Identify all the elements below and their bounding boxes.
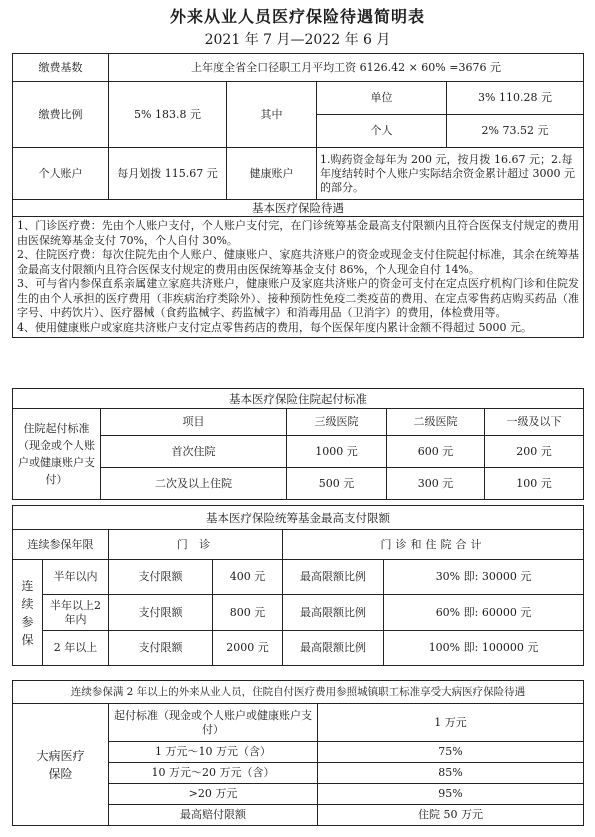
document-title: 外来从业人员医疗保险待遇简明表	[169, 7, 425, 26]
deductible-cell: 200 元	[485, 436, 584, 468]
unit-value: 3% 110.28 元	[447, 82, 584, 115]
critical-row-label: 1 万元～10 万元（含）	[109, 742, 318, 763]
limit-ratio-label: 最高限额比例	[283, 595, 384, 631]
benefit-item: 1、门诊医疗费：先由个人账户支付，个人账户支付完，在门诊统筹基金最高支付限额内且符合医保支付规定的费用由医保统筹基金支付 70%，个人自付 30%。	[17, 219, 580, 247]
limit-ratio-value: 100% 即: 100000 元	[384, 631, 584, 666]
limit-pay-label: 支付限额	[109, 631, 213, 666]
health-account-text: 1.购药资金每年为 200 元，按月拨 16.67 元；2.每年度结转时个人账户实际结余资金累计超过 3000 元的部分。	[317, 148, 584, 200]
deductible-cell: 500 元	[287, 468, 387, 500]
limits-heading: 基本医疗保险统筹基金最高支付限额	[13, 506, 584, 530]
critical-row-value: 85%	[318, 763, 584, 784]
benefit-item: 4、使用健康账户或家庭共济账户支付定点零售药店的费用，每个医保年度内累计金额不得超过 5000 元。	[17, 320, 532, 334]
base-label: 缴费基数	[13, 54, 109, 82]
critical-table	[12, 680, 584, 826]
account-label: 个人账户	[13, 148, 109, 200]
benefit-item: 2、住院医疗费：每次住院先由个人账户、健康账户、家庭共济账户的资金或现金支付住院起付标准，其余在统筹基金最高支付限额内且符合医保支付规定的费用由医保统筹基金支付 86%，个人现金自付 14%。	[17, 248, 580, 276]
limit-period: 半年以内	[43, 560, 109, 595]
years-label: 连续参保年限	[13, 530, 109, 560]
benefits-heading: 基本医疗保险待遇	[13, 200, 584, 217]
deductible-col-header: 一级及以下	[485, 409, 584, 436]
deductible-cell: 300 元	[387, 468, 485, 500]
deductible-cell: 首次住院	[101, 436, 287, 468]
critical-row-label: >20 万元	[109, 784, 318, 805]
deductible-col-header: 项目	[101, 409, 287, 436]
critical-row-value: 75%	[318, 742, 584, 763]
account-value: 每月划拨 115.67 元	[109, 148, 227, 200]
health-account-label: 健康账户	[227, 148, 317, 200]
benefits-text	[13, 217, 584, 338]
deductible-col-header: 二级医院	[387, 409, 485, 436]
limit-pay-value: 2000 元	[213, 631, 283, 666]
deductible-row-label: 住院起付标准（现金或个人账户或健康账户支付）	[13, 409, 101, 500]
deductible-cell: 600 元	[387, 436, 485, 468]
deductible-cell: 二次及以上住院	[101, 468, 287, 500]
deductible-col-header: 三级医院	[287, 409, 387, 436]
including-label: 其中	[227, 82, 317, 148]
deductible-table	[12, 388, 584, 500]
critical-row-value: 95%	[318, 784, 584, 805]
personal-value: 2% 73.52 元	[447, 115, 584, 148]
critical-row-label: 10 万元～20 万元（含）	[109, 763, 318, 784]
limit-period: 半年以上2年内	[43, 595, 109, 631]
limit-pay-value: 400 元	[213, 560, 283, 595]
critical-note: 连续参保满 2 年以上的外来从业人员，住院自付医疗费用参照城镇职工标准享受大病医疗保险待遇	[13, 681, 584, 704]
critical-row-value: 1 万元	[318, 704, 584, 742]
limits-side-label: 连续参保	[13, 560, 43, 666]
unit-label: 单位	[317, 82, 447, 115]
outpatient-label: 门 诊	[109, 530, 283, 560]
rate-label: 缴费比例	[13, 82, 109, 148]
document-period: 2021 年 7 月—2022 年 6 月	[204, 32, 391, 48]
limit-ratio-label: 最高限额比例	[283, 631, 384, 666]
limits-table	[12, 505, 584, 666]
limit-period: 2 年以上	[43, 631, 109, 666]
limit-pay-label: 支付限额	[109, 595, 213, 631]
contribution-table	[12, 53, 584, 338]
limit-ratio-value: 30% 即: 30000 元	[384, 560, 584, 595]
critical-side-label: 大病医疗保险	[13, 704, 109, 826]
combined-label: 门诊和住院合计	[283, 530, 584, 560]
limit-pay-value: 800 元	[213, 595, 283, 631]
deductible-cell: 100 元	[485, 468, 584, 500]
deductible-heading: 基本医疗保险住院起付标准	[13, 389, 584, 409]
benefit-item: 3、可与省内参保直系亲属建立家庭共济账户，健康账户及家庭共济账户的资金可支付在定点医疗机构门诊和住院发生的由个人承担的医疗费用（非疾病治疗类除外）、接种预防性免疫二类疫苗的费用、在定点零售药店购买药品（准字号、中药饮片）、医疗器械（食药监械字、药监械字）和消毒用品（卫消字）的费用，体检费用等。	[17, 277, 580, 319]
limit-pay-label: 支付限额	[109, 560, 213, 595]
critical-row-label: 最高赔付限额	[109, 805, 318, 826]
rate-value: 5% 183.8 元	[109, 82, 227, 148]
critical-row-value: 住院 50 万元	[318, 805, 584, 826]
limit-ratio-label: 最高限额比例	[283, 560, 384, 595]
critical-row-label: 起付标准（现金或个人账户或健康账户支付）	[109, 704, 318, 742]
limit-ratio-value: 60% 即: 60000 元	[384, 595, 584, 631]
personal-label: 个人	[317, 115, 447, 148]
base-value: 上年度全省全口径职工月平均工资 6126.42 × 60% =3676 元	[109, 54, 584, 82]
deductible-cell: 1000 元	[287, 436, 387, 468]
